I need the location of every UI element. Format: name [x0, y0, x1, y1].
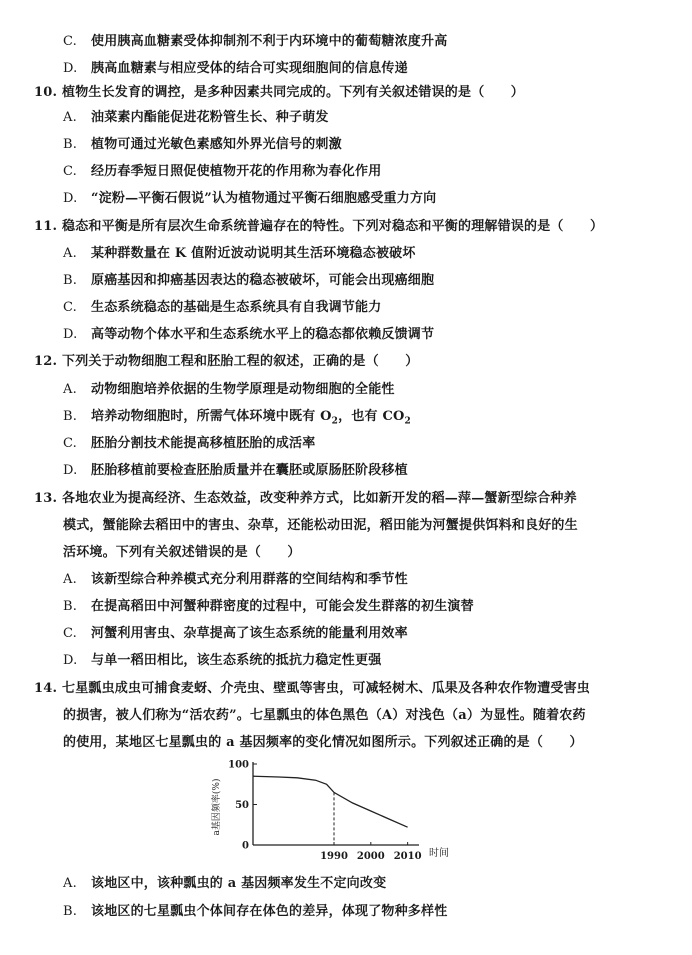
q13-stem-line-2: 模式，蟹能除去稻田中的害虫、杂草，还能松动田泥，稻田能为河蟹提供饵料和良好的生 — [63, 518, 578, 533]
q11-option-d: D. 高等动物个体水平和生态系统水平上的稳态都依赖反馈调节 — [63, 327, 435, 342]
x-tick-label: 1990 — [320, 851, 348, 862]
y-tick-label: 100 — [228, 759, 249, 771]
q11-stem: 11. 稳态和平衡是所有层次生命系统普遍存在的特性。下列对稳态和平衡的理解错误的是（ ） — [34, 219, 604, 234]
q9-option-d: D. 胰高血糖素与相应受体的结合可实现细胞间的信息传递 — [63, 61, 408, 76]
q12-stem: 12. 下列关于动物细胞工程和胚胎工程的叙述，正确的是（ ） — [34, 354, 419, 369]
q13-stem-line-1: 13. 各地农业为提高经济、生态效益，改变种养方式，比如新开发的稻—萍—蟹新型综合种养 — [34, 491, 577, 506]
chart-axes — [253, 762, 419, 845]
chart-ticks — [228, 760, 421, 863]
y-tick-label: 50 — [235, 800, 249, 811]
chart-marks — [253, 776, 408, 845]
q14-stem-line-1: 14. 七星瓢虫成虫可捕食麦蚜、介壳虫、壁虱等害虫，可减轻树木、瓜果及各种农作物遭受害虫 — [34, 681, 591, 696]
q10-stem: 10. 植物生长发育的调控，是多种因素共同完成的。下列有关叙述错误的是（ ） — [34, 85, 525, 100]
q11-option-c: C. 生态系统稳态的基础是生态系统具有自我调节能力 — [63, 300, 382, 315]
q10-option-a: A. 油菜素内酯能促进花粉管生长、种子萌发 — [63, 110, 329, 125]
a-gene-frequency-line — [253, 776, 408, 827]
q12-option-c: C. 胚胎分割技术能提高移植胚胎的成活率 — [63, 436, 316, 451]
chart-x-axis-label: 时间 — [429, 848, 449, 859]
q10-option-d: D. “淀粉—平衡石假说”认为植物通过平衡石细胞感受重力方向 — [63, 191, 437, 206]
q13-stem-line-3: 活环境。下列有关叙述错误的是（ ） — [63, 545, 301, 560]
q13-option-d: D. 与单一稻田相比，该生态系统的抵抗力稳定性更强 — [63, 653, 382, 668]
q11-option-b: B. 原癌基因和抑癌基因表达的稳态被破坏，可能会出现癌细胞 — [63, 273, 435, 288]
q14-option-b: B. 该地区的七星瓢虫个体间存在体色的差异，体现了物种多样性 — [63, 904, 448, 919]
a-gene-frequency-chart — [205, 752, 465, 867]
q13-option-c: C. 河蟹利用害虫、杂草提高了该生态系统的能量利用效率 — [63, 626, 408, 641]
q10-option-c: C. 经历春季短日照促使植物开花的作用称为春化作用 — [63, 164, 382, 179]
q12-option-b: B. 培养动物细胞时，所需气体环境中既有 $O_2$，也有 $CO_2$ — [63, 409, 411, 427]
q14-stem-line-3: 的使用，某地区七星瓢虫的 a 基因频率的变化情况如图所示。下列叙述正确的是（ ） — [63, 735, 583, 750]
y-tick-label: 0 — [242, 840, 249, 852]
x-tick-label: 2010 — [393, 851, 422, 862]
q11-option-a: A. 某种群数量在 K 值附近波动说明其生活环境稳态被破坏 — [63, 246, 416, 261]
q13-option-a: A. 该新型综合种养模式充分利用群落的空间结构和季节性 — [63, 572, 408, 587]
q9-option-c: C. 使用胰高血糖素受体抑制剂不利于内环境中的葡萄糖浓度升高 — [63, 34, 448, 49]
chart-y-axis-label: a基因频率(%) — [212, 778, 222, 836]
q14-option-a: A. 该地区中，该种瓢虫的 a 基因频率发生不定向改变 — [63, 876, 387, 891]
q12-option-a: A. 动物细胞培养依据的生物学原理是动物细胞的全能性 — [63, 382, 395, 397]
q12-option-d: D. 胚胎移植前要检查胚胎质量并在囊胚或原肠胚阶段移植 — [63, 463, 408, 478]
q10-option-b: B. 植物可通过光敏色素感知外界光信号的刺激 — [63, 137, 342, 152]
x-tick-label: 2000 — [356, 851, 385, 862]
q14-stem-line-2: 的损害，被人们称为“活农药”。七星瓢虫的体色黑色（A）对浅色（a）为显性。随着农药 — [63, 708, 586, 723]
q13-option-b: B. 在提高稻田中河蟹种群密度的过程中，可能会发生群落的初生演替 — [63, 599, 474, 614]
